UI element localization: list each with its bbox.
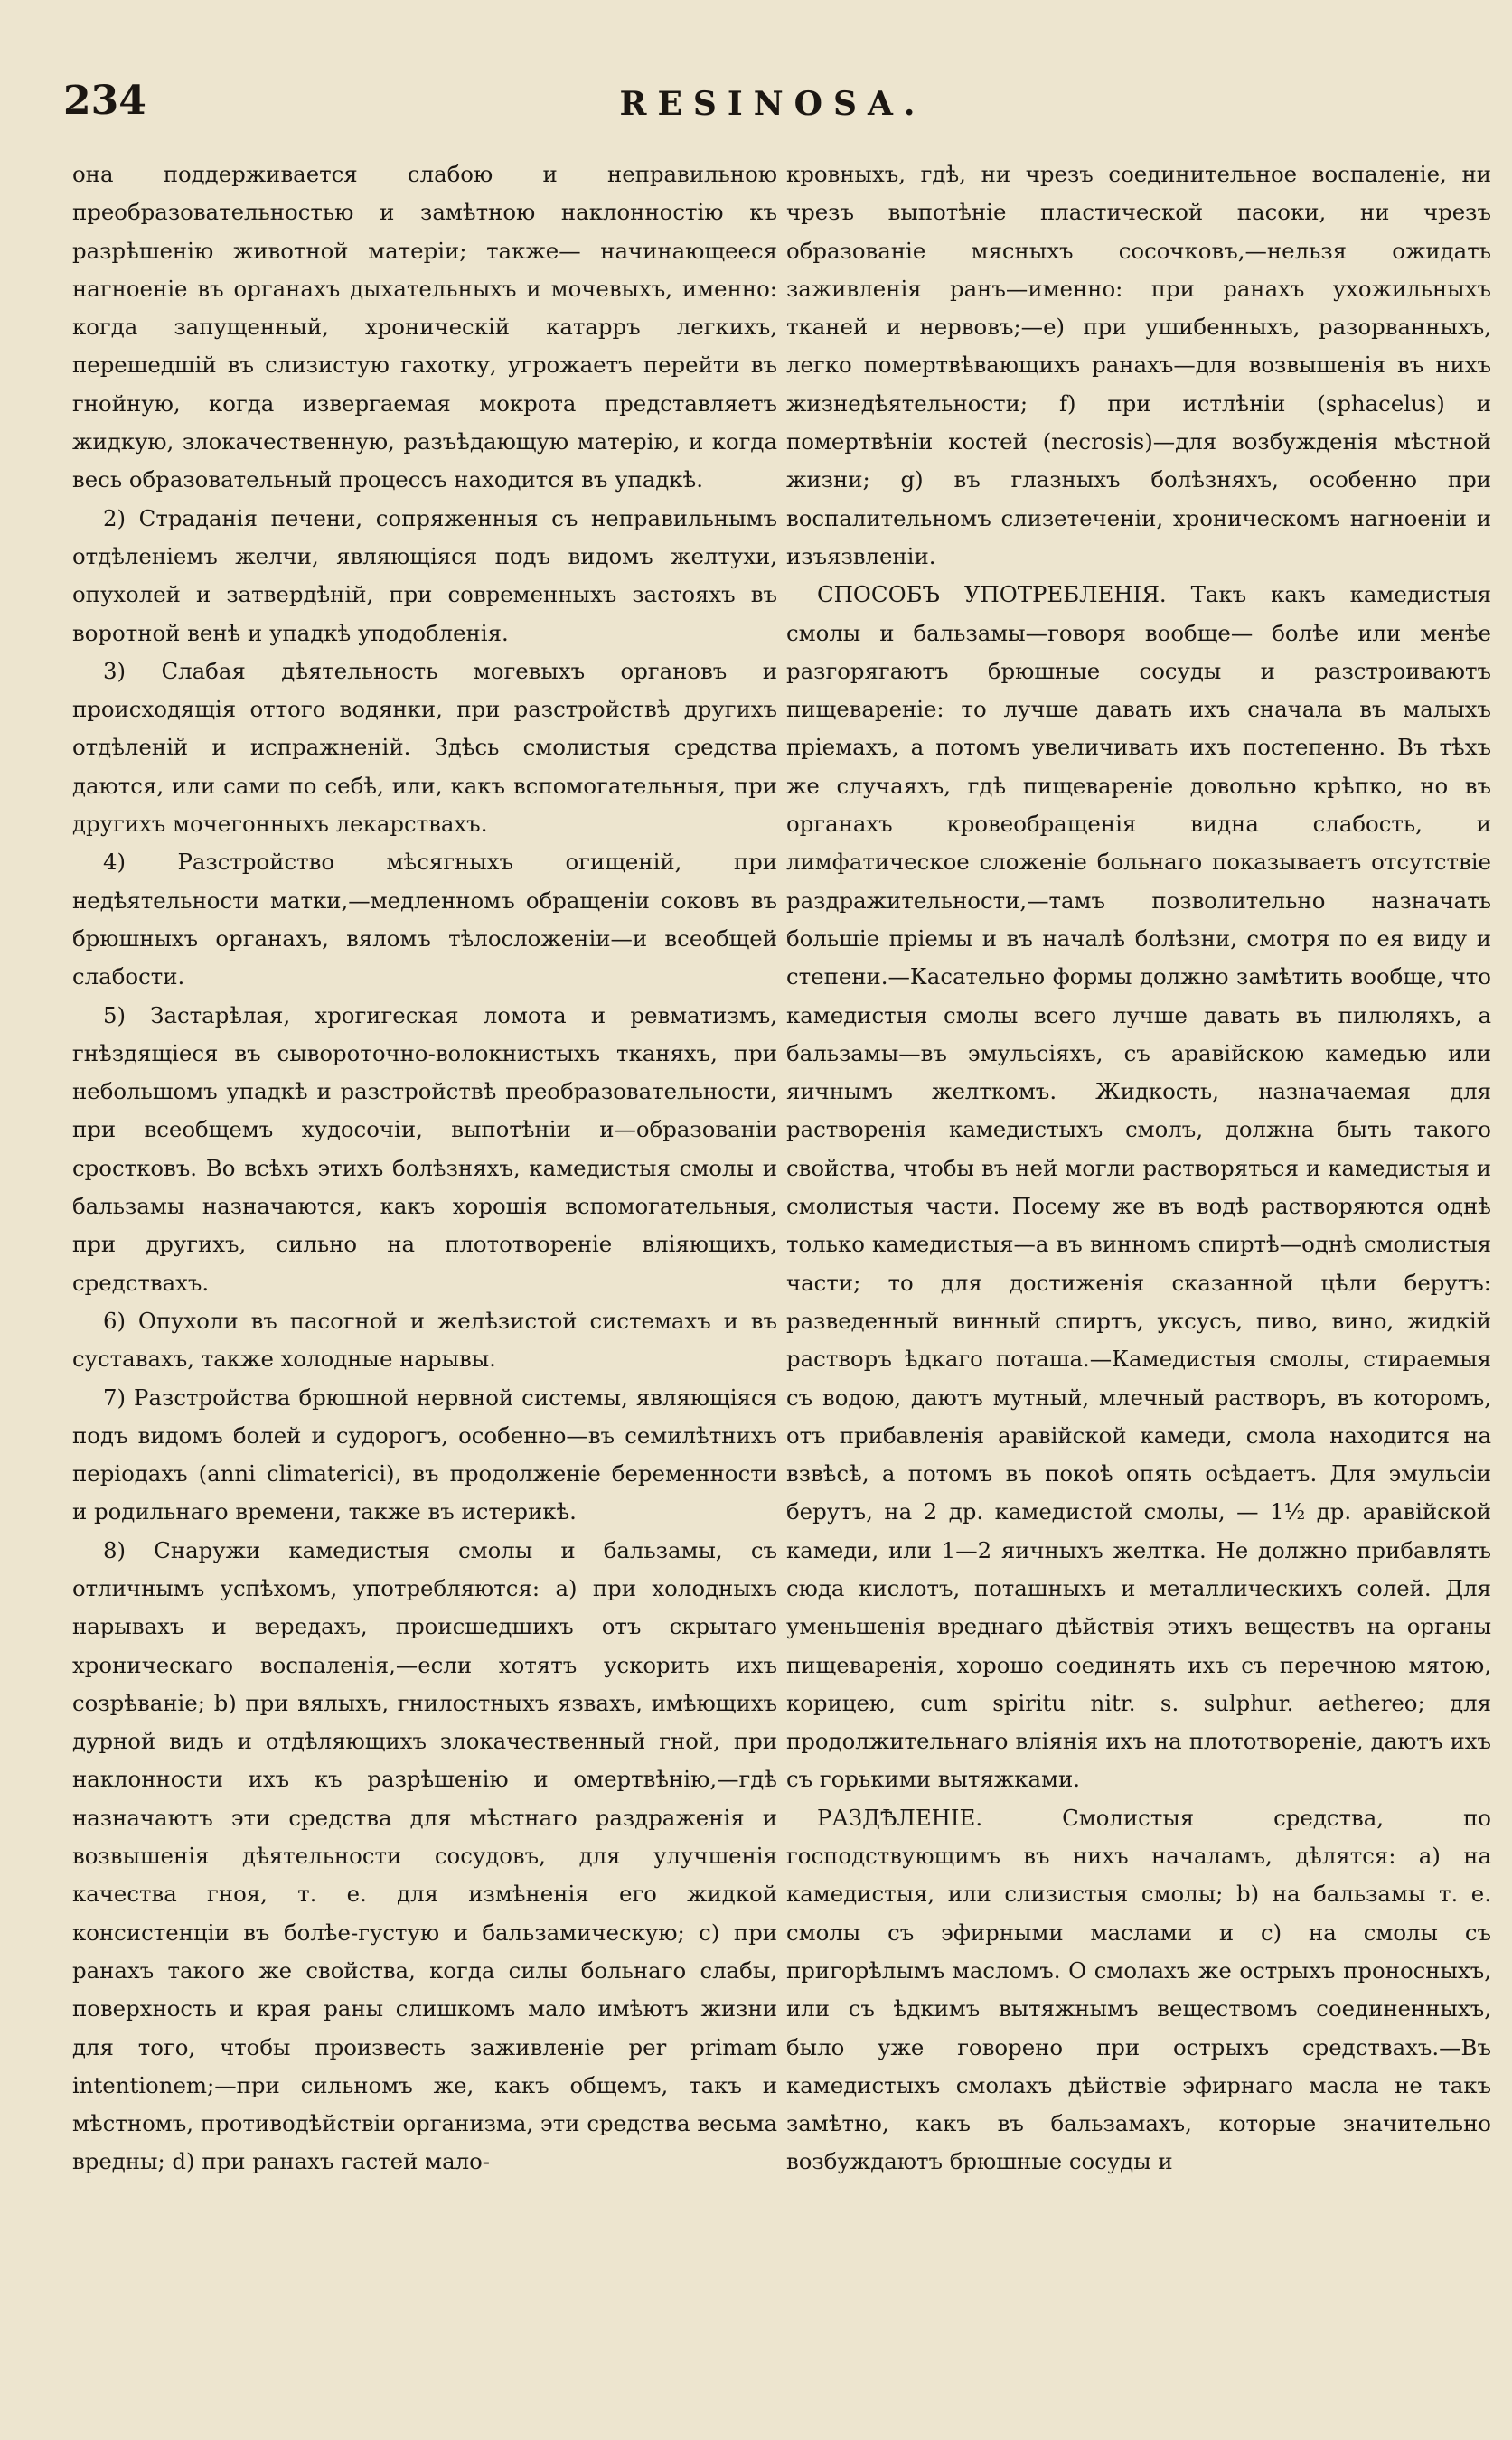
page-header bbox=[63, 78, 1482, 132]
section-usage: СПОСОБЪ УПОТРЕБЛЕНІЯ. Такъ какъ камедистыя смолы и бальзамы—говоря вообще— болѣе или менѣе разгорягаютъ брюшные сосуды и разстроиваютъ пищевареніе: то лучше давать ихъ сначала въ малыхъ пріемахъ, а потомъ увеличивать ихъ постепенно. Въ тѣхъ же случаяхъ, гдѣ пищевареніе довольно крѣпко, но въ органахъ кровеобращенія видна слабость, и лимфатическое сложеніе больнаго показываетъ отсутствіе раздражительности,—тамъ позволительно назначать большіе пріемы и въ началѣ болѣзни, смотря по ея виду и степени.—Касательно формы должно замѣтить вообще, что камедистыя смолы всего лучше давать въ пилюляхъ, а бальзамы—въ эмульсіяхъ, съ аравійскою камедью или яичнымъ желткомъ. Жидкость, назначаемая для растворенія камедистыхъ смолъ, должна быть такого свойства, чтобы въ ней могли растворяться и камедистыя и смолистыя части. Посему же въ водѣ растворяются однѣ только камедистыя—а въ винномъ спиртѣ—однѣ смолистыя части; то для достиженія сказанной цѣли берутъ: разведенный винный спиртъ, уксусъ, пиво, вино, жидкій растворъ ѣдкаго поташа.—Камедистыя смолы, стираемыя съ водою, даютъ мутный, млечный растворъ, въ которомъ, отъ прибавленія аравійской камеди, смола находится на взвѣсѣ, а потомъ въ покоѣ опять осѣдаетъ. Для эмульсіи берутъ, на 2 др. камедистой смолы, — 1½ др. аравійской камеди, или 1—2 яичныхъ желтка. Не должно прибавлять сюда кислотъ, поташныхъ и металлическихъ солей. Для уменьшенія вреднаго дѣйствія этихъ веществъ на органы пищеваренія, хорошо соединять ихъ съ перечною мятою, корицею, cum spiritu nitr. s. sulphur. aethereo; для продолжительнаго вліянія ихъ на плототвореніе, даютъ ихъ съ горькими вытяжками. bbox=[786, 581, 1491, 1793]
paragraph: кровныхъ, гдѣ, ни чрезъ соединительное воспаленіе, ни чрезъ выпотѣніе пластической пасоки, ни чрезъ образованіе мясныхъ сосочковъ,—нельзя ожидать заживленія ранъ—именно: при ранахъ ухожильныхъ тканей и нервовъ;—e) при ушибенныхъ, разорванныхъ, легко помертвѣвающихъ ранахъ—для возвышенія въ нихъ жизнедѣятельности; f) при истлѣніи (sphacelus) и помертвѣніи костей (necrosis)—для возбужденія мѣстной жизни; g) въ глазныхъ болѣзняхъ, особенно при воспалительномъ слизетеченіи, хроническомъ нагноеніи и изъязвленіи. bbox=[786, 161, 1491, 569]
running-head: RESINOSA. bbox=[619, 85, 926, 123]
paragraph: она поддерживается слабою и неправильною преобразовательностью и замѣтною наклонностію къ разрѣшенію животной матеріи; также— начинающееся нагноеніе въ органахъ дыхательныхъ и мочевыхъ, именно: когда запущенный, хроническій катарръ легкихъ, перешедшій въ слизистую гахотку, угрожаетъ перейти въ гнойную, когда извергаемая мокрота представляетъ жидкую, злокачественную, разъѣдающую матерію, и когда весь образовательный процессъ находится въ упадкѣ. bbox=[72, 161, 777, 493]
paragraph: 2) Страданія печени, сопряженныя съ неправильнымъ отдѣленіемъ желчи, являющіяся подъ видомъ желтухи, опухолей и затвердѣній, при современныхъ застояхъ въ воротной венѣ и упадкѣ уподобленія. bbox=[72, 504, 777, 646]
section-division: РАЗДѢЛЕНІЕ. Смолистыя средства, по господствующимъ въ нихъ началамъ, дѣлятся: а) на камедистыя, или слизистыя смолы; b) на бальзамы т. е. смолы съ эфирными маслами и c) на смолы съ пригорѣлымъ масломъ. О смолахъ же острыхъ проносныхъ, или съ ѣдкимъ вытяжнымъ веществомъ соединенныхъ, было уже говорено при острыхъ средствахъ.—Въ камедистыхъ смолахъ дѣйствіе эфирнаго масла не такъ замѣтно, какъ въ бальзамахъ, которые значительно возбуждаютъ брюшные сосуды и bbox=[786, 1804, 1491, 2175]
paragraph: 7) Разстройства брюшной нервной системы, являющіяся подъ видомъ болей и судорогъ, особенно—въ семилѣтнихъ періодахъ (anni climaterici), въ продолженіе беременности и родильнаго времени, также въ истерикѣ. bbox=[72, 1384, 777, 1525]
paragraph: 8) Снаружи камедистыя смолы и бальзамы, съ отличнымъ успѣхомъ, употребляются: а) при холодныхъ нарывахъ и вередахъ, происшедшихъ отъ скрытаго хроническаго воспаленія,—если хотятъ ускорить ихъ созрѣваніе; b) при вялыхъ, гнилостныхъ язвахъ, имѣющихъ дурной видъ и отдѣляющихъ злокачественный гной, при наклонности ихъ къ разрѣшенію и омертвѣнію,—гдѣ назначаютъ эти средства для мѣстнаго раздраженія и возвышенія дѣятельности сосудовъ, для улучшенія качества гноя, т. е. для измѣненія его жидкой консистенціи въ болѣе-густую и бальзамическую; c) при ранахъ такого же свойства, когда силы больнаго слабы, поверхность и края раны слишкомъ мало имѣютъ жизни для того, чтобы произвесть заживленіе per primam intentionem;—при сильномъ же, какъ общемъ, такъ и мѣстномъ, противодѣйствіи организма, эти средства весьма вредны; d) при ранахъ гастей мало- bbox=[72, 1536, 777, 2175]
paragraph: 4) Разстройство мѣсягныхъ огищеній, при недѣятельности матки,—медленномъ обращеніи соковъ въ брюшныхъ органахъ, вяломъ тѣлосложеніи—и всеобщей слабости. bbox=[72, 849, 777, 990]
right-column bbox=[786, 155, 1491, 2424]
page-number: 234 bbox=[63, 78, 146, 124]
paragraph: 6) Опухоли въ пасогной и желѣзистой системахъ и въ суставахъ, также холодные нарывы. bbox=[72, 1307, 777, 1373]
paragraph: 3) Слабая дѣятельность могевыхъ органовъ и происходящія оттого водянки, при разстройствѣ другихъ отдѣленій и испражненій. Здѣсь смолистыя средства даются, или сами по себѣ, или, какъ вспомогательныя, при другихъ мочегонныхъ лекарствахъ. bbox=[72, 657, 777, 838]
paragraph: 5) Застарѣлая, хрогигеская ломота и ревматизмъ, гнѣздящіеся въ сывороточно-волокнистыхъ тканяхъ, при небольшомъ упадкѣ и разстройствѣ преобразовательности, при всеобщемъ худосочіи, выпотѣніи и—образованіи сростковъ. Во всѣхъ этихъ болѣзняхъ, камедистыя смолы и бальзамы назначаются, какъ хорошія вспомогательныя, при другихъ, сильно на плототвореніе вліяющихъ, средствахъ. bbox=[72, 1001, 777, 1296]
left-column bbox=[72, 155, 777, 2424]
